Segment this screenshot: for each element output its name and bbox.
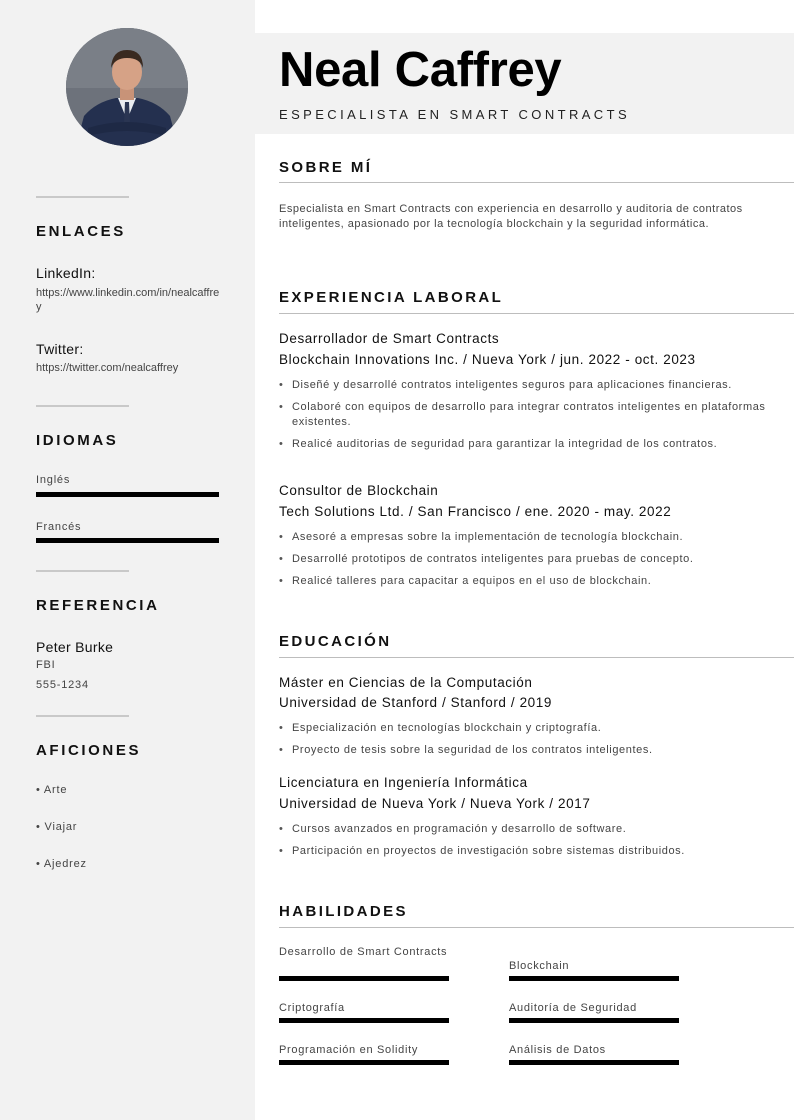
about-heading: SOBRE MÍ	[279, 159, 373, 176]
job-role: Desarrollador de Smart Contracts	[279, 331, 500, 346]
education-degree: Máster en Ciencias de la Computación	[279, 675, 533, 690]
skill-name: Programación en Solidity	[279, 1044, 419, 1056]
profile-photo	[66, 28, 188, 146]
education-degree: Licenciatura en Ingeniería Informática	[279, 775, 528, 790]
education-heading: EDUCACIÓN	[279, 633, 392, 650]
skill-name: Blockchain	[509, 960, 570, 972]
reference-name: Peter Burke	[36, 639, 114, 655]
job-organization: Blockchain Innovations Inc. / Nueva York / jun. 2022 - oct. 2023	[279, 352, 696, 367]
education-institution: Universidad de Nueva York / Nueva York / 2017	[279, 796, 591, 811]
twitter-link[interactable]: https://twitter.com/nealcaffrey	[36, 362, 179, 374]
candidate-title: ESPECIALISTA EN SMART CONTRACTS	[279, 107, 631, 122]
skill-level-bar	[279, 1018, 449, 1023]
list-item: • Participación en proyectos de investigación sobre sistemas distribuidos.	[279, 844, 779, 859]
reference-phone: 555-1234	[36, 679, 89, 691]
twitter-label: Twitter:	[36, 341, 84, 357]
language-name: Francés	[36, 521, 82, 533]
linkedin-label: LinkedIn:	[36, 265, 96, 281]
skill-name: Análisis de Datos	[509, 1044, 606, 1056]
divider	[36, 570, 129, 572]
experience-heading: EXPERIENCIA LABORAL	[279, 289, 504, 306]
skill-level-bar	[509, 1018, 679, 1023]
job-role: Consultor de Blockchain	[279, 483, 439, 498]
job-bullets	[279, 378, 779, 459]
skill-level-bar	[279, 976, 449, 981]
person-photo-icon	[66, 28, 188, 146]
list-item: • Asesoré a empresas sobre la implementación de tecnología blockchain.	[279, 530, 779, 545]
list-item: • Desarrollé prototipos de contratos inteligentes para pruebas de concepto.	[279, 552, 779, 567]
hobby-item: • Arte	[36, 784, 68, 796]
job-organization: Tech Solutions Ltd. / San Francisco / ene. 2020 - may. 2022	[279, 504, 672, 519]
divider	[36, 715, 129, 717]
job-bullets	[279, 530, 779, 596]
list-item: • Realicé auditorias de seguridad para garantizar la integridad de los contratos.	[279, 437, 779, 452]
section-divider	[279, 927, 794, 928]
linkedin-link[interactable]: https://www.linkedin.com/in/nealcaffrey	[36, 287, 220, 313]
candidate-name: Neal Caffrey	[279, 43, 562, 97]
links-heading: ENLACES	[36, 223, 126, 240]
list-item: • Colaboré con equipos de desarrollo para integrar contratos inteligentes en plataformas existentes.	[279, 400, 779, 429]
language-level-bar	[36, 538, 219, 543]
section-divider	[279, 313, 794, 314]
reference-company: FBI	[36, 659, 56, 671]
language-name: Inglés	[36, 474, 71, 486]
list-item: • Especialización en tecnologías blockchain y criptografía.	[279, 721, 779, 736]
language-level-bar	[36, 492, 219, 497]
section-divider	[279, 182, 794, 183]
languages-heading: IDIOMAS	[36, 432, 119, 449]
skill-level-bar	[279, 1060, 449, 1065]
skill-name: Criptografía	[279, 1002, 345, 1014]
about-text: Especialista en Smart Contracts con experiencia en desarrollo y auditoria de contratos inteligentes, apasionado por la tecnología blockchain y la seguridad informática.	[279, 203, 743, 230]
hobby-item: • Ajedrez	[36, 858, 87, 870]
skill-level-bar	[509, 976, 679, 981]
sidebar	[0, 0, 255, 1120]
list-item: • Proyecto de tesis sobre la seguridad de los contratos inteligentes.	[279, 743, 779, 758]
skill-name: Auditoría de Seguridad	[509, 1002, 637, 1014]
list-item: • Realicé talleres para capacitar a equipos en el uso de blockchain.	[279, 574, 779, 589]
section-divider	[279, 657, 794, 658]
education-institution: Universidad de Stanford / Stanford / 2019	[279, 695, 553, 710]
list-item: • Cursos avanzados en programación y desarrollo de software.	[279, 822, 779, 837]
reference-heading: REFERENCIA	[36, 597, 160, 614]
hobbies-heading: AFICIONES	[36, 742, 142, 759]
hobby-item: • Viajar	[36, 821, 78, 833]
skills-heading: HABILIDADES	[279, 903, 408, 920]
education-bullets	[279, 822, 779, 866]
divider	[36, 196, 129, 198]
education-bullets	[279, 721, 779, 765]
divider	[36, 405, 129, 407]
skill-name: Desarrollo de Smart Contracts	[279, 946, 448, 958]
list-item: • Diseñé y desarrollé contratos inteligentes seguros para aplicaciones financieras.	[279, 378, 779, 393]
skill-level-bar	[509, 1060, 679, 1065]
